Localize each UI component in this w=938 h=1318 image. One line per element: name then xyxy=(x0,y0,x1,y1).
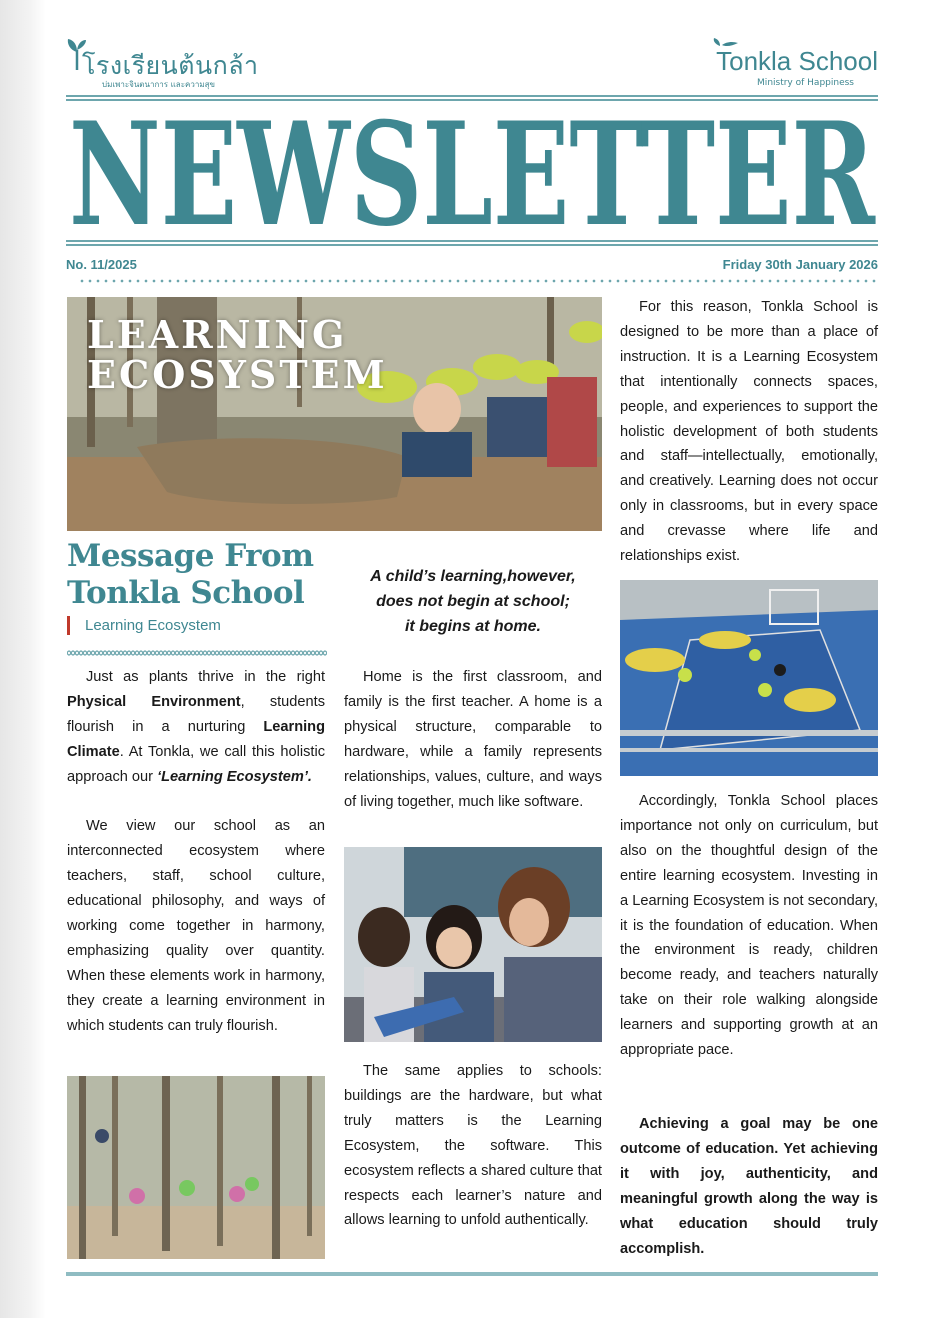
masthead xyxy=(66,104,878,236)
column-3-text-top xyxy=(620,295,878,569)
hero-photo xyxy=(67,297,602,531)
col1-paragraph-2: We view our school as an interconnected ecosystem where teachers, staff, school culture, educational philosophy, and ways of working come together in harmony, emphasizing quality over quantity. When these elements work in harmony, they create a learning environment in which students can truly flourish. xyxy=(67,818,325,1034)
thai-logo xyxy=(66,36,266,92)
col3-paragraph-1: For this reason, Tonkla School is designed to be more than a place of instruction. It is a Learning Ecosystem that intentionally connects spaces, people, and experiences to support the holistic development of both students and staff—intellectually, emotionally, and creatively. Learning does not occur only in classrooms, but in every space and crevasse where life and relationships exist. xyxy=(620,299,878,565)
closing-text: Achieving a goal may be one outcome of education. Yet achieving it with joy, authenticity, and meaningful growth along the way is what education should truly accomplish. xyxy=(620,1116,878,1257)
dotted-divider xyxy=(78,279,878,283)
header-rule xyxy=(66,95,878,101)
column-2-text-bottom xyxy=(344,1059,602,1233)
basketball-court-photo xyxy=(620,580,878,776)
section-title-line-2: Tonkla School xyxy=(67,575,305,611)
issue-number: No. 11/2025 xyxy=(66,257,137,272)
column-3-text-middle xyxy=(620,789,878,1063)
school-name: Tonkla School xyxy=(716,46,878,76)
column-2-text-top xyxy=(344,665,602,814)
col2-paragraph-2: The same applies to schools: buildings are the hardware, but what truly matters is the Learning Ecosystem, the software. This ecosystem reflects a shared culture that respects each learner’s nature and allows learning to unfold authentically. xyxy=(344,1063,602,1229)
hero-title xyxy=(87,312,388,397)
section-title xyxy=(67,538,337,612)
section-title-line-1: Message From xyxy=(67,538,314,574)
col3-paragraph-2: Accordingly, Tonkla School places importance not only on curriculum, but also on the thoughtful design of the entire learning ecosystem. Investing in a Learning Ecosystem is not secondary, it is the foundation of education. When the environment is ready, children become ready, and teachers naturally take on their role walking alongside learners and supporting growth at an appropriate pace. xyxy=(620,793,878,1059)
masthead-rule xyxy=(66,240,878,246)
thai-tagline: บ่มเพาะจินตนาการ และความสุข xyxy=(102,80,215,89)
closing-statement xyxy=(620,1112,878,1261)
hero-title-line-1: LEARNING xyxy=(87,312,348,357)
col2-paragraph-1: Home is the first classroom, and family is the first teacher. A home is a physical structure, comparable to hardware, while a family represents relationships, values, culture, and ways of living together, much like software. xyxy=(344,669,602,810)
quote-line-3: it begins at home. xyxy=(404,618,541,635)
reading-photo xyxy=(344,847,602,1042)
masthead-title: NEWSLETTER xyxy=(69,104,876,236)
col1-paragraph-1: Just as plants thrive in the right Physical Environment, students flourish in a nurturing Learning Climate. At Tonkla, we call this holistic approach our ‘Learning Ecosystem’. xyxy=(67,669,325,785)
forest-activity-photo xyxy=(67,1076,325,1259)
column-1-text xyxy=(67,665,325,1039)
thai-school-name: โรงเรียนต้นกล้า xyxy=(82,51,259,80)
hero-title-line-2: ECOSYSTEM xyxy=(87,352,388,397)
footer-rule xyxy=(66,1272,878,1276)
wave-divider xyxy=(67,648,327,658)
school-tagline: Ministry of Happiness xyxy=(757,78,854,88)
pull-quote xyxy=(344,564,602,639)
issue-date: Friday 30th January 2026 xyxy=(722,257,878,272)
english-logo xyxy=(708,36,878,92)
section-subtitle: Learning Ecosystem xyxy=(67,616,221,635)
quote-line-1: A child’s learning,however, xyxy=(370,568,576,585)
quote-line-2: does not begin at school; xyxy=(376,593,570,610)
